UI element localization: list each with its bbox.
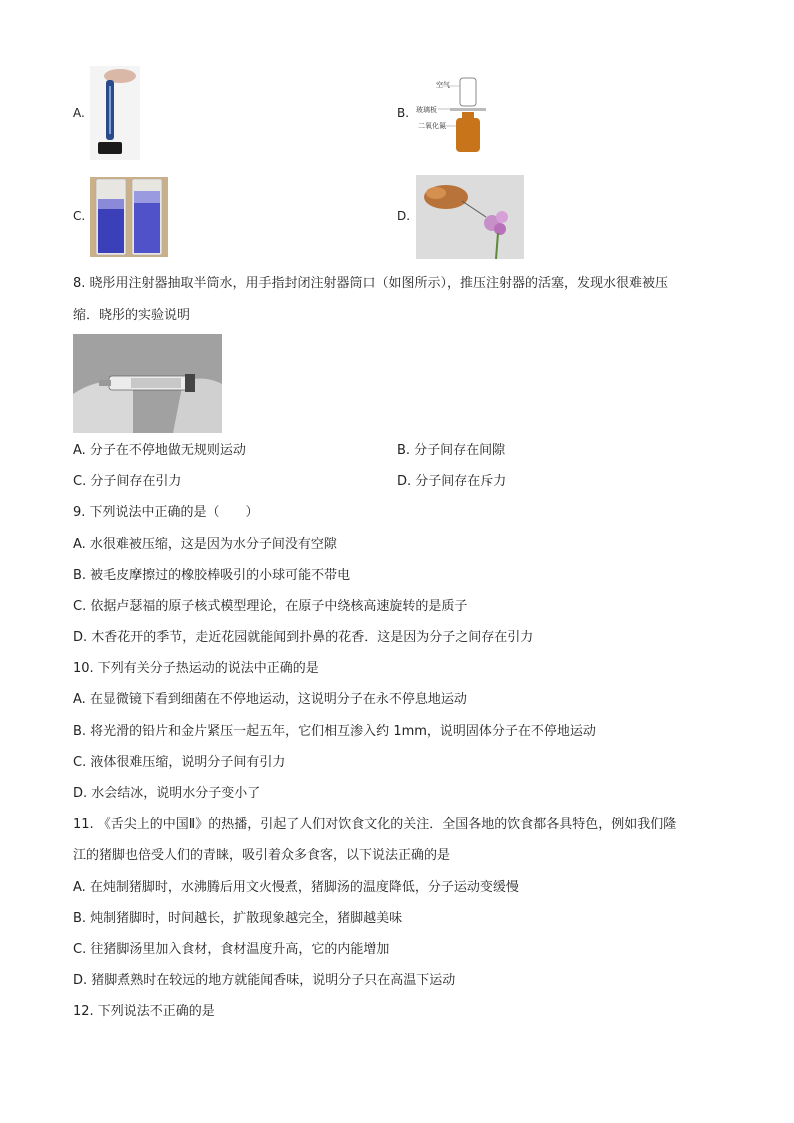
q7-option-a-image <box>90 66 140 160</box>
q8-stem-line1: 8. 晓彤用注射器抽取半筒水，用手指封闭注射器筒口（如图所示），推压注射器的活塞，发现水很难被压 <box>73 276 669 291</box>
q9-option-a: A. 水很难被压缩，这是因为水分子间没有空隙 <box>73 537 337 552</box>
q10-option-c: C. 液体很难压缩，说明分子间有引力 <box>73 755 286 770</box>
q8-stem-line2: 缩．晓彤的实验说明 <box>73 308 191 323</box>
q10-option-b: B. 将光滑的铅片和金片紧压一起五年，它们相互渗入约 1mm，说明固体分子在不停地运动 <box>73 724 596 739</box>
q8-option-c: C. 分子间存在引力 <box>73 474 182 489</box>
q7-option-a-label: A. <box>73 106 85 120</box>
q10-stem: 10. 下列有关分子热运动的说法中正确的是 <box>73 661 319 676</box>
q10-option-d: D. 水会结冰，说明水分子变小了 <box>73 786 261 801</box>
q11-option-b: B. 炖制猪脚时，时间越长，扩散现象越完全，猪脚越美味 <box>73 911 403 926</box>
q8-option-d: D. 分子间存在斥力 <box>397 474 507 489</box>
q8-option-a: A. 分子在不停地做无规则运动 <box>73 443 246 458</box>
q12-stem: 12. 下列说法不正确的是 <box>73 1004 215 1019</box>
q8-syringe-image <box>73 334 222 433</box>
q11-option-d: D. 猪脚煮熟时在较远的地方就能闻香味，说明分子只在高温下运动 <box>73 973 456 988</box>
q7-option-b-image <box>416 72 502 156</box>
q11-stem-line2: 江的猪脚也倍受人们的青睐，吸引着众多食客，以下说法正确的是 <box>73 848 451 863</box>
q11-stem-line1: 11. 《舌尖上的中国Ⅱ》的热播，引起了人们对饮食文化的关注．全国各地的饮食都各具特色，例如我们隆 <box>73 817 677 832</box>
q11-option-a: A. 在炖制猪脚时，水沸腾后用文火慢煮，猪脚汤的温度降低，分子运动变缓慢 <box>73 880 519 895</box>
q9-option-d: D. 木香花开的季节，走近花园就能闻到扑鼻的花香．这是因为分子之间存在引力 <box>73 630 534 645</box>
q10-option-a: A. 在显微镜下看到细菌在不停地运动，这说明分子在永不停息地运动 <box>73 692 467 707</box>
q7-option-d-label: D. <box>397 209 411 223</box>
q7-option-b-label-air: 空气 <box>436 81 450 89</box>
q7-option-c-image <box>90 177 168 257</box>
q7-option-b-label-no2: 二氧化氮 <box>418 122 446 130</box>
q7-option-c-label: C. <box>73 209 86 223</box>
q9-stem: 9. 下列说法中正确的是（ ） <box>73 505 259 520</box>
q9-option-c: C. 依据卢瑟福的原子核式模型理论，在原子中绕核高速旋转的是质子 <box>73 599 468 614</box>
q8-option-b: B. 分子间存在间隙 <box>397 443 506 458</box>
q11-option-c: C. 往猪脚汤里加入食材，食材温度升高，它的内能增加 <box>73 942 390 957</box>
q7-option-b-label: B. <box>397 106 410 120</box>
q9-option-b: B. 被毛皮摩擦过的橡胶棒吸引的小球可能不带电 <box>73 568 351 583</box>
q7-option-d-image <box>416 175 524 259</box>
q7-option-b-label-glass-plate: 玻璃板 <box>416 106 437 114</box>
